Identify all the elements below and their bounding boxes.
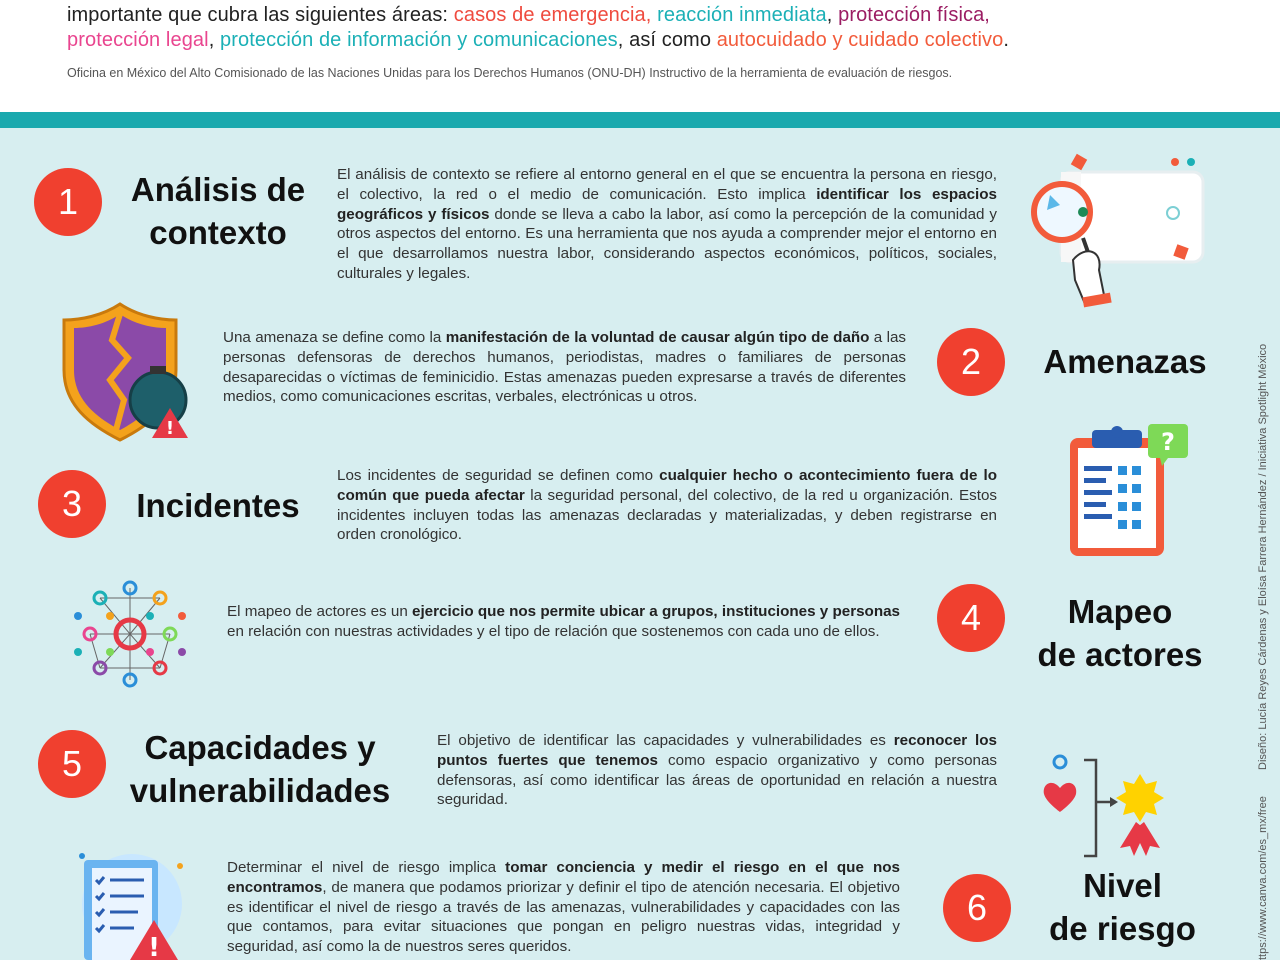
section-2-text: Una amenaza se define como la manifestación de la voluntad de causar algún tipo de daño a las personas defensoras de derechos humanos, periodistas, madres o familiares de personas desaparecidas o víctimas de feminicidio. Estas amenazas pueden expresarse a través de diferentes medios, como comunicaciones escritas, verbales, electrónicas u otros.: [223, 329, 906, 406]
section-4-title: Mapeo de actores: [1037, 593, 1203, 673]
section-4-number: 4: [937, 584, 1005, 652]
section-2-number: 2: [937, 328, 1005, 396]
section-5-text: El objetivo de identificar las capacidades y vulnerabilidades es reconocer los puntos fuertes que tenemos como espacio organizativo y como personas defensoras, así como identificar las áreas de oportunidad en relación a nuestra seguridad.: [437, 732, 998, 809]
section-3-title: Incidentes: [136, 487, 300, 524]
section-6-text: Determinar el nivel de riesgo implica tomar conciencia y medir el riesgo en el que nos encontramos, de manera que podamos priorizar y definir el tipo de atención necesaria. El objetivo es identificar el nivel de riesgo a través de las amenazas, vulnerabilidades y capacidades con las que contamos, para evitar situaciones que pongan en peligro nuestras vidas, integridad y seguridad, así como la de nuestros seres queridos.: [227, 859, 900, 956]
design-credit: Diseño: Lucía Reyes Cárdenas y Eloísa Farrera Hernández / Iniciativa Spotlight México: [1257, 343, 1269, 770]
svg-text:!: !: [165, 418, 175, 439]
section-3-text: Los incidentes de seguridad se definen como cualquier hecho o acontecimiento fuera de lo común que pueda afectar la seguridad personal, del colectivo, de la red u organización. Estos incidentes incluyen todas las amenazas declaradas y materializadas, y deben registrarse en orden cronológico.: [337, 467, 997, 544]
svg-text:?: ?: [1161, 428, 1175, 456]
section-5-title: Capacidades y vulnerabilidades: [129, 729, 391, 809]
source-citation: Oficina en México del Alto Comisionado de las Naciones Unidas para los Derechos Humanos (ONU-DH) Instructivo de la herramienta de evaluación de riesgos.: [67, 66, 953, 80]
intro-line-1: importante que cubra las siguientes áreas: casos de emergencia, reacción inmediata, protección física,: [67, 4, 990, 26]
section-1-text: El análisis de contexto se refiere al entorno general en el que se encuentra la persona en riesgo, el colectivo, la red o el medio de comunicación. Esto implica identificar los espacios geográficos y físicos donde se lleva a cabo la labor, así como la percepción de la comunidad y otros aspectos del entorno. Es una herramienta que nos ayuda a comprender mejor el entorno en el que desarrollamos nuestra labor, considerando aspectos económicos, políticos, sociales, culturales y legales.: [337, 166, 997, 282]
heart-ribbon-icon: [1040, 752, 1175, 860]
divider-band: [0, 112, 1280, 128]
magnifier-browser-icon: [1025, 150, 1210, 315]
intro-area: [0, 0, 1280, 112]
svg-text:!: !: [148, 933, 160, 960]
broken-shield-icon: [58, 300, 193, 445]
section-6-number: 6: [943, 874, 1011, 942]
section-1-title: Análisis de contexto: [130, 171, 306, 251]
clipboard-checklist-icon: [1062, 422, 1192, 562]
section-1-number: 1: [34, 168, 102, 236]
intro-line-2: protección legal, protección de información y comunicaciones, así como autocuidado y cuidado colectivo.: [67, 29, 1010, 51]
image-source-credit: ttps://www.canva.com/es_mx/free: [1257, 796, 1269, 960]
network-map-icon: [70, 576, 195, 691]
section-6-title: Nivel de riesgo: [1049, 867, 1196, 947]
section-3-number: 3: [38, 470, 106, 538]
risk-checklist-icon: [72, 848, 192, 960]
section-5-number: 5: [38, 730, 106, 798]
section-4-text: El mapeo de actores es un ejercicio que nos permite ubicar a grupos, instituciones y personas en relación con nuestras actividades y el tipo de relación que sostenemos con cada uno de ellos.: [227, 603, 901, 640]
section-2-title: Amenazas: [1043, 343, 1207, 380]
